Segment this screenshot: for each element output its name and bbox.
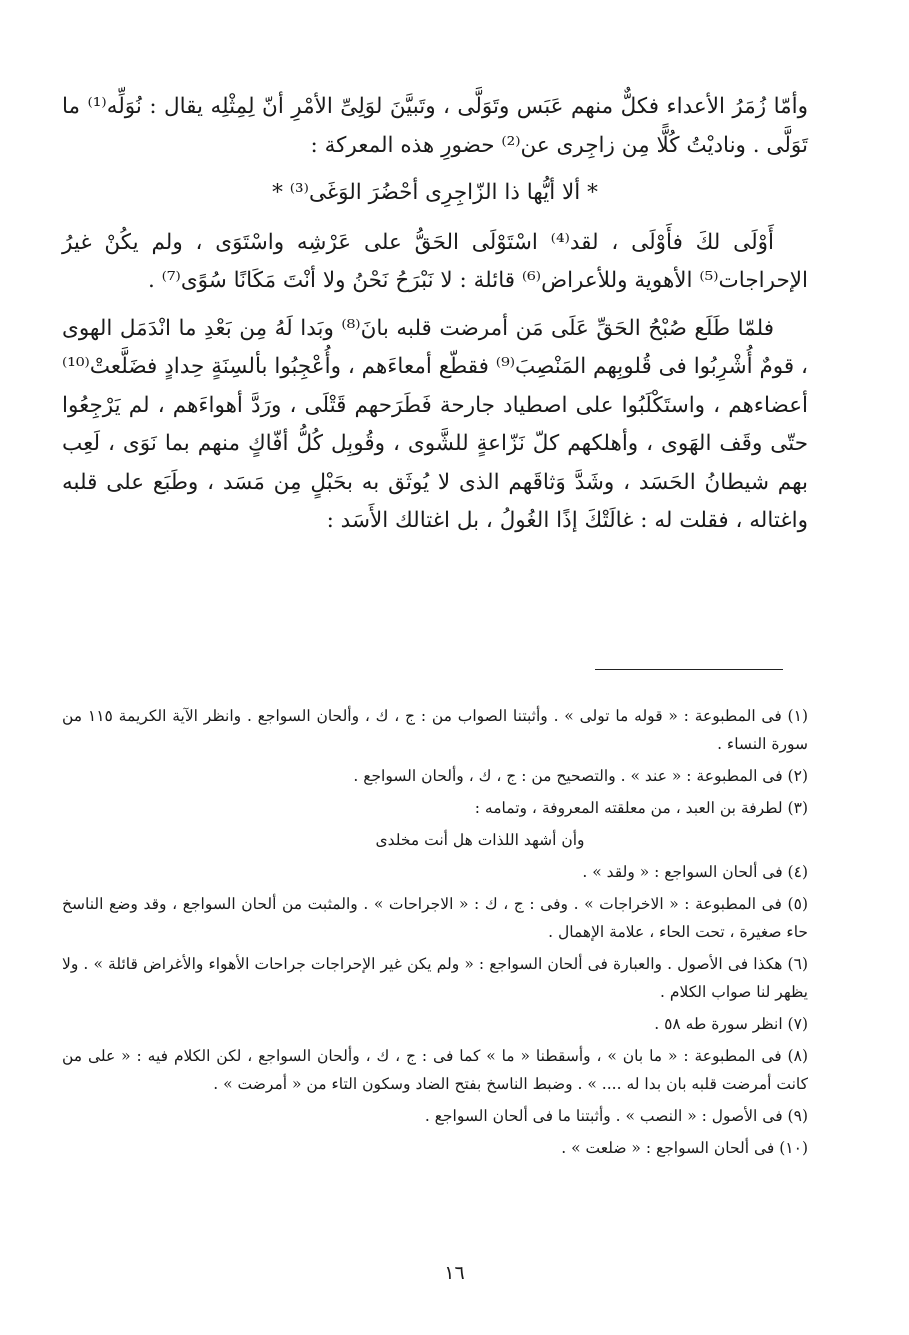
page-number: ١٦ [444, 1262, 465, 1284]
verse-line: * ألا أيُّها ذا الزّاجِرِى أحْضُرَ الوَغَى⁽³⁾ * [272, 180, 598, 205]
footnote-9: (٩) فى الأصول : « النصب » . وأثبتنا ما فى ألحان السواجع . [424, 1107, 808, 1125]
footnote-10: (١٠) فى ألحان السواجع : « ضلعت » . [561, 1139, 808, 1157]
paragraph-1: وأمّا زُمَرُ الأعداء فكلٌّ منهم عَبَس وتَوَلَّى ، وتَبيَّنَ لوَلِىِّ الأمْرِ أنّ لِمِثْلِه يقال : نُوَلِّه⁽¹⁾ ما تَوَلَّى . وناديْتُ كُلًّا مِن زاجِرى عن⁽²⁾ حضورِ هذه المعركة : [62, 94, 808, 158]
paragraph-3: فلمّا طَلَع صُبْحُ الحَقِّ عَلَى مَن أمرضت قلبه بانَ⁽⁸⁾ وبَدا لَهُ مِن بَعْدِ ما انْدَمَل الهوى ، قومٌ أُشْرِبُوا فى قُلوبِهم المَنْصِبَ⁽⁹⁾ فقطّع أمعاءَهم ، وأُعْجِبُوا بألسِنَةٍ حِدادٍ فضَلَّعتْ⁽¹⁰⁾ أعضاءهم ، واستَكْلَبُوا على اصطياد جارحة فَطَرَحهم قَتْلَى ، ورَدَّ أهواءَهم ، لم يَرْجِعُوا حتّى وقَف الهَوى ، وأهلكهم كلّ نَزّاعةٍ للشَّوى ، وقُوبِل كُلُّ أفّاكٍ منهم بما نَوَى ، لَعِب بهم شيطانُ الحَسَد ، وشَدَّ وَثاقَهم الذى لا يُوثَق به بحَبْلٍ مِن مَسَد ، وطَبَع على قلبه واغتاله ، فقلت له : غالَتْكَ إذًا الغُولُ ، بل اغتالك الأَسَد : [62, 315, 808, 533]
footnote-8: (٨) فى المطبوعة : « ما بان » ، وأسقطنا « ما » كما فى : ج ، ك ، وألحان السواجع ، لكن الكلام فيه : « على من كانت أمرضت قلبه بان بدا له .... » . وضبط الناسخ بفتح الضاد وسكون التاء من « أمرضت » . [62, 1047, 808, 1093]
footnote-3-verse: وأن أشهد اللذات هل أنت مخلدى [375, 831, 585, 849]
footnote-7: (٧) انظر سورة طه ٥٨ . [654, 1015, 808, 1033]
footnote-1: (١) فى المطبوعة : « قوله ما تولى » . وأثبتنا الصواب من : ج ، ك ، وألحان السواجع . وانظر الآية الكريمة ١١٥ من سورة النساء . [62, 707, 808, 753]
footnote-2: (٢) فى المطبوعة : « عند » . والتصحيح من : ج ، ك ، وألحان السواجع . [353, 767, 808, 785]
footnote-3: (٣) لطرفة بن العبد ، من معلقته المعروفة ، وتمامه : [474, 799, 808, 817]
footnote-5: (٥) فى المطبوعة : « الاخراجات » . وفى : ج ، ك : « الاجراحات » . والمثبت من ألحان السواجع ، وقد وضع الناسخ حاء صغيرة ، تحت الحاء ، علامة الإهمال . [62, 895, 808, 941]
footnotes [62, 702, 808, 1166]
main-text [62, 88, 808, 550]
paragraph-2: أَوْلَى لكَ فأَوْلَى ، لقد⁽⁴⁾ اسْتَوْلَى الحَقُّ على عَرْشِه واسْتَوَى ، ولم يكُنْ غيرُ الإحراجات⁽⁵⁾ الأهوية وللأعراض⁽⁶⁾ قائلة : لا نَبْرَحُ نَحْنُ ولا أنْتَ مَكَانًا سُوًى⁽⁷⁾ . [62, 229, 808, 293]
footnote-6: (٦) هكذا فى الأصول . والعبارة فى ألحان السواجع : « ولم يكن غير الإحراجات جراحات الأهواء والأغراض قائلة » . ولا يظهر لنا صواب الكلام . [62, 955, 808, 1001]
footnote-4: (٤) فى ألحان السواجع : « ولقد » . [582, 863, 808, 881]
footnote-separator [595, 669, 783, 670]
